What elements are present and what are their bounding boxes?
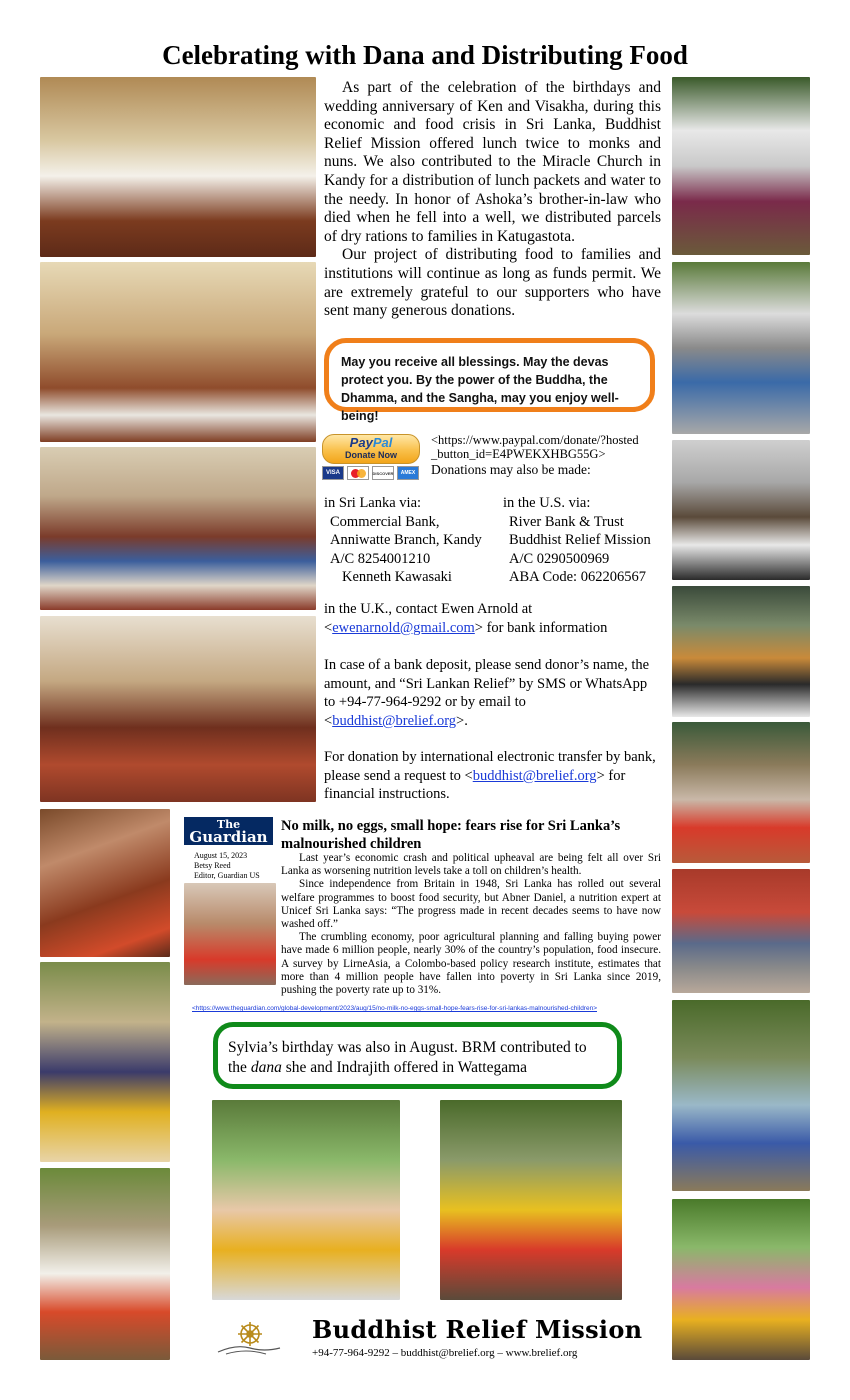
woman-with-bag-photo [672,1000,810,1191]
deposit-text: In case of a bank deposit, please send donor’s name, the amount, and “Sri Lankan Relief” by SMS or WhatsApp to +94-77-964-9292 or by email to [324,657,650,711]
sylvia-giving-rice-photo [212,1100,400,1300]
deposit-lt: < [324,712,333,729]
van-distribution-photo-3 [672,440,810,580]
dharma-wheel-logo-icon [216,1318,282,1358]
sri-lanka-bank-details [324,494,500,587]
deposit-email-link[interactable]: buddhist@brelief.org [332,712,457,729]
sylvia-text-post: she and Indrajith offered in Wattegama [285,1059,528,1076]
guardian-article-link[interactable]: <https://www.theguardian.com/global-development/2023/aug/15/no-milk-no-eggs-small-hope-fears-rise-for-sri-lankas-malnourished-children> [192,1005,597,1012]
intro-paragraph-1: As part of the celebration of the birthdays and wedding anniversary of Ken and Visakha, during this economic and food crisis in Sri Lanka, Buddhist Relief Mission offered lunch twice to monks and nuns. We also contributed to the Miracle Church in Kandy for a distribution of lunch packets and water to the needy. In honor of Ashoka’s brother-in-law who died when he fell into a well, we distributed parcels of dry rations to families in Katugastota. [324,79,661,245]
paypal-logo-pay: Pay [349,435,373,450]
intl-post: for financial instructions. [324,767,626,803]
footer-contact: +94-77-964-9292 – buddhist@brelief.org – www.brelief.org [312,1347,578,1359]
us-heading: in the U.S. via: [503,495,591,511]
us-aba-code: ABA Code: 062206567 [509,569,646,586]
uk-email-link[interactable]: ewenarnold@gmail.com [332,619,475,636]
man-seated-by-wall-photo [672,869,810,993]
sylvia-text-pre: Sylvia’s birthday was also in August. BRM contributed to the [228,1039,587,1076]
monk-seated-photo [40,809,170,957]
sylvia-birthday-box [213,1022,622,1089]
indrajith-giving-bags-photo [440,1100,622,1300]
guardian-byline [194,851,260,881]
guardian-author: Betsy Reed [194,861,231,870]
woman-with-rice-bag-photo [40,962,170,1162]
man-with-red-bag-photo [40,1168,170,1360]
elderly-man-with-packet-photo [672,722,810,863]
blessing-box: May you receive all blessings. May the devas protect you. By the power of the Buddha, the Dhamma, and the Sangha, may you enjoy well-being! [324,338,655,412]
guardian-paragraph-1: Last year’s economic crash and political upheaval are being felt all over Sri Lanka as worsening nutrition levels take a toll on children’s health. [281,852,661,878]
sl-account-name: Kenneth Kawasaki [342,569,452,586]
mastercard-icon [347,466,369,480]
paypal-logo [323,435,419,450]
discover-card-icon: DISCOVER [372,466,394,480]
bank-deposit-instructions [324,656,659,730]
mother-child-photo [184,883,276,985]
paypal-url[interactable] [431,433,663,461]
uk-post: > for bank information [474,619,608,636]
paypal-logo-pal: Pal [372,435,393,450]
visa-card-icon: VISA [322,466,344,480]
intro-paragraph-2: Our project of distributing food to families and institutions will continue as long as funds permit. We are extremely grateful to our supporters who have sent many generous donations. [324,246,661,320]
blessing-ceremony-photo [40,616,316,802]
sl-branch: Anniwatte Branch, Kandy [330,532,482,549]
international-transfer-instructions [324,748,664,804]
footer-org-name: Buddhist Relief Mission [312,1315,643,1344]
guardian-headline: No milk, no eggs, small hope: fears rise for Sri Lanka’s malnourished children [281,818,621,852]
sl-bank: Commercial Bank, [330,513,440,530]
guardian-article-body [281,852,661,997]
guardian-logo-the: The [216,818,241,831]
us-account: A/C 0290500969 [509,550,610,567]
card-icons [322,466,420,480]
van-distribution-photo-1 [672,77,810,255]
guardian-logo-name: Guardian [189,828,268,846]
donations-also-text: Donations may also be made: [431,462,591,477]
intl-lt: < [464,767,473,784]
uk-contact [324,600,664,637]
amex-card-icon: AMEX [397,466,419,480]
paypal-button-face[interactable] [322,434,420,464]
guardian-paragraph-2: Since independence from Britain in 1948, Sri Lanka has rolled out several welfare programmes to boost food security, but Abner Daniel, a nutrition expert at Unicef Sri Lanka says: “The progress made in recent decades seems to have now washed off.” [281,878,661,931]
us-bank-details [503,494,665,587]
intro-text [324,79,661,321]
guardian-logo [184,817,273,845]
us-bank: River Bank & Trust [509,513,624,530]
intl-email-link[interactable]: buddhist@brelief.org [472,767,597,784]
elderly-woman-lunch-packet-photo [672,586,810,717]
us-account-name: Buddhist Relief Mission [509,532,651,549]
uk-contact-text: in the U.K., contact Ewen Arnold at [324,601,533,617]
deposit-gt: >. [456,712,468,729]
paypal-url-text[interactable]: <https://www.paypal.com/donate/?hosted _button_id=E4PWEKXHBG55G> [431,433,639,461]
intl-text: For donation by international electronic transfer by bank, please send a request to [324,749,656,784]
uk-lt: < [324,619,333,636]
guardian-paragraph-3: The crumbling economy, poor agricultural planning and falling buying power have made 6 million people, nearly 30% of the country’s population, food insecure. A survey by LirneAsia, a Colombo-based policy research institute, estimates that more than 4 million people have fallen into poverty in Sri Lanka since 2019, pushing the poverty rate up to 31%. [281,931,661,997]
sylvia-text-dana: dana [250,1059,282,1076]
donate-now-label: Donate Now [344,450,397,460]
guardian-role: Editor, Guardian US [194,871,260,880]
intl-gt: > [596,767,605,784]
group-photo-monks-nuns [40,447,316,610]
paypal-donate-button[interactable] [322,434,420,480]
sl-heading: in Sri Lanka via: [324,495,422,511]
shrine-room-dana-photo [40,262,316,442]
page-title: Celebrating with Dana and Distributing Food [162,40,688,70]
women-with-rice-bags-photo [672,1199,810,1360]
monks-lunch-photo [40,77,316,257]
sl-account: A/C 8254001210 [330,550,431,567]
guardian-date: August 15, 2023 [194,851,248,860]
van-distribution-photo-2 [672,262,810,434]
